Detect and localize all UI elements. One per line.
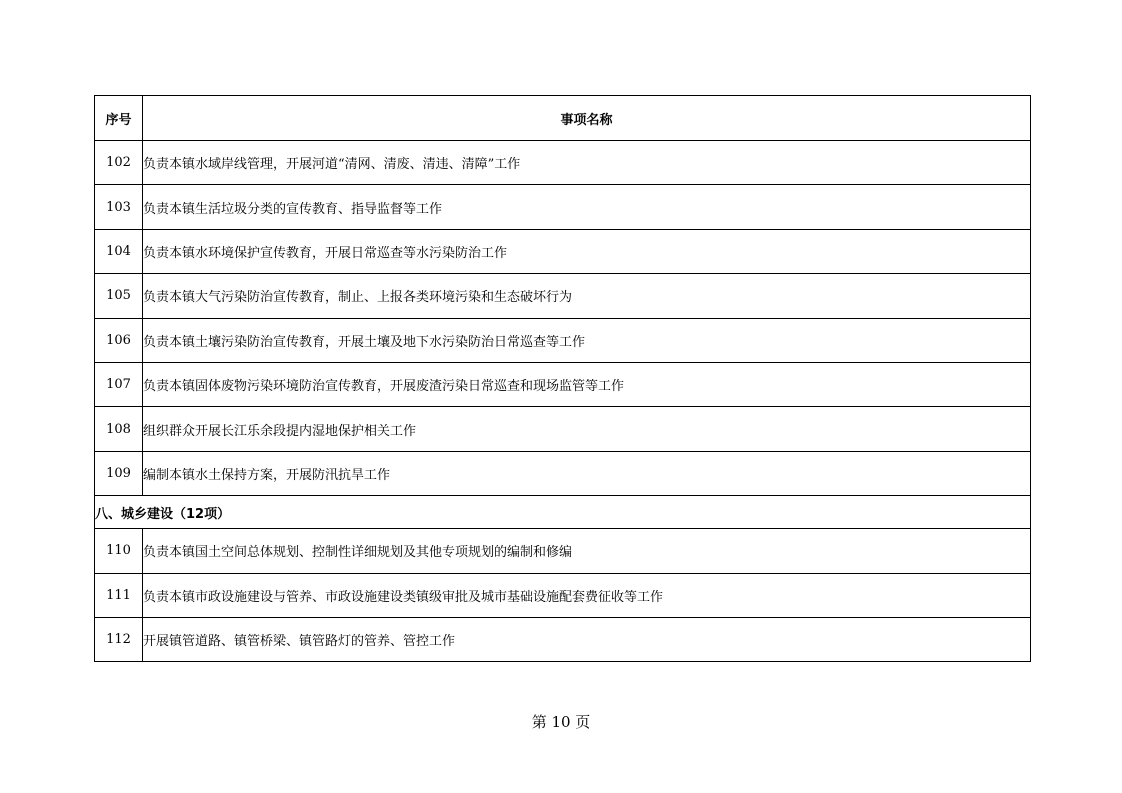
row-name: 负责本镇水环境保护宣传教育，开展日常巡查等水污染防治工作: [143, 229, 1031, 273]
row-number: 107: [95, 362, 143, 406]
table-row: [95, 573, 1031, 617]
row-name: 负责本镇大气污染防治宣传教育，制止、上报各类环境污染和生态破坏行为: [143, 274, 1031, 318]
row-name: 开展镇管道路、镇管桥梁、镇管路灯的管养、管控工作: [143, 617, 1031, 661]
row-number: 106: [95, 318, 143, 362]
row-number: 103: [95, 185, 143, 229]
table-header-row: [95, 96, 1031, 141]
table-row: [95, 229, 1031, 273]
row-number: 108: [95, 407, 143, 451]
table-row: [95, 318, 1031, 362]
row-name: 负责本镇国土空间总体规划、控制性详细规划及其他专项规划的编制和修编: [143, 529, 1031, 573]
row-number: 110: [95, 529, 143, 573]
row-number: 111: [95, 573, 143, 617]
row-name: 负责本镇固体废物污染环境防治宣传教育，开展废渣污染日常巡查和现场监管等工作: [143, 362, 1031, 406]
header-name: 事项名称: [143, 96, 1031, 141]
row-name: 负责本镇水域岸线管理，开展河道“清网、清废、清违、清障”工作: [143, 141, 1031, 185]
table-row: [95, 617, 1031, 661]
table-row: [95, 451, 1031, 495]
section-heading: 八、城乡建设（12项）: [95, 496, 1031, 529]
table-row: [95, 274, 1031, 318]
row-number: 112: [95, 617, 143, 661]
page-number: 第 10 页: [531, 713, 591, 731]
row-name: 组织群众开展长江乐余段提内湿地保护相关工作: [143, 407, 1031, 451]
row-name: 负责本镇生活垃圾分类的宣传教育、指导监督等工作: [143, 185, 1031, 229]
table-row: [95, 141, 1031, 185]
table-row: [95, 185, 1031, 229]
section-row: [95, 496, 1031, 529]
row-name: 负责本镇市政设施建设与管养、市政设施建设类镇级审批及城市基础设施配套费征收等工作: [143, 573, 1031, 617]
table-row: [95, 407, 1031, 451]
table-row: [95, 362, 1031, 406]
table-row: [95, 529, 1031, 573]
row-name: 负责本镇土壤污染防治宣传教育，开展土壤及地下水污染防治日常巡查等工作: [143, 318, 1031, 362]
row-name: 编制本镇水土保持方案，开展防汛抗旱工作: [143, 451, 1031, 495]
row-number: 102: [95, 141, 143, 185]
row-number: 105: [95, 274, 143, 318]
row-number: 104: [95, 229, 143, 273]
header-number: 序号: [95, 96, 143, 141]
row-number: 109: [95, 451, 143, 495]
duty-table: [94, 95, 1031, 662]
